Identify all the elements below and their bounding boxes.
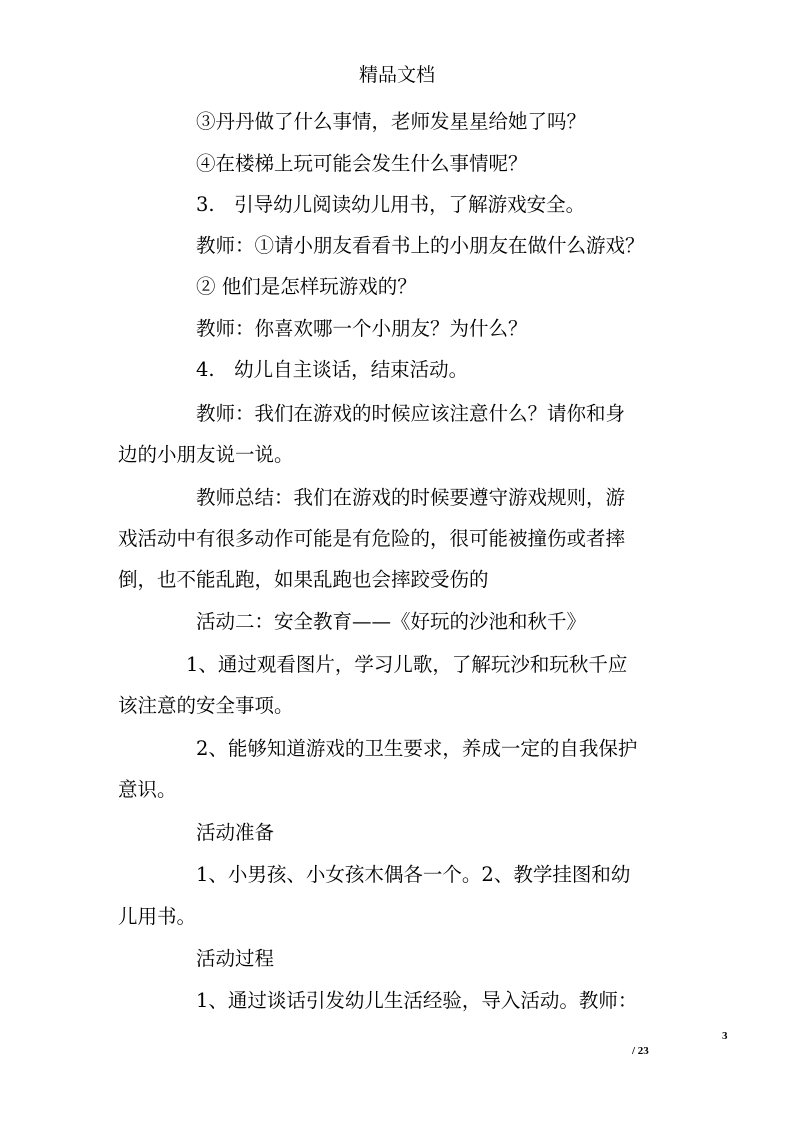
text-line: 教师：你喜欢哪一个小朋友？为什么？	[196, 317, 528, 340]
text-line: 1、通过观看图片，学习儿歌，了解玩沙和玩秋千应	[186, 653, 628, 676]
text-line: 活动二：安全教育——《好玩的沙池和秋千》	[196, 610, 587, 633]
text-line: 该注意的安全事项。	[118, 694, 294, 717]
page-total: / 23	[632, 1045, 649, 1057]
text-line: 1、小男孩、小女孩木偶各一个。2、教学挂图和幼	[196, 863, 631, 886]
text-line: 意识。	[118, 778, 177, 801]
text-line: 1、通过谈话引发幼儿生活经验，导入活动。教师：	[196, 989, 638, 1012]
text-line: 倒，也不能乱跑，如果乱跑也会摔跤受伤的	[118, 568, 489, 591]
text-line: 边的小朋友说一说。	[118, 443, 294, 466]
text-line: 4. 幼儿自主谈话，结束活动。	[196, 358, 469, 381]
text-line: 活动过程	[196, 947, 275, 970]
text-line: 活动准备	[196, 821, 275, 844]
page-number: 3	[722, 1030, 728, 1042]
text-line: 教师：①请小朋友看看书上的小朋友在做什么游戏？	[196, 234, 645, 257]
text-line: 2、能够知道游戏的卫生要求，养成一定的自我保护	[196, 737, 638, 760]
text-line: ④在楼梯上玩可能会发生什么事情呢？	[196, 152, 528, 175]
page-header: 精品文档	[358, 64, 435, 86]
text-line: ② 他们是怎样玩游戏的？	[196, 275, 417, 298]
text-line: ③丹丹做了什么事情，老师发星星给她了吗？	[196, 110, 587, 133]
text-line: 戏活动中有很多动作可能是有危险的，很可能被撞伤或者摔	[118, 527, 626, 550]
text-line: 儿用书。	[118, 905, 197, 928]
text-line: 教师：我们在游戏的时候应该注意什么？请你和身	[196, 402, 626, 425]
text-line: 教师总结：我们在游戏的时候要遵守游戏规则，游	[196, 486, 626, 509]
text-line: 3. 引导幼儿阅读幼儿用书，了解游戏安全。	[196, 193, 586, 216]
